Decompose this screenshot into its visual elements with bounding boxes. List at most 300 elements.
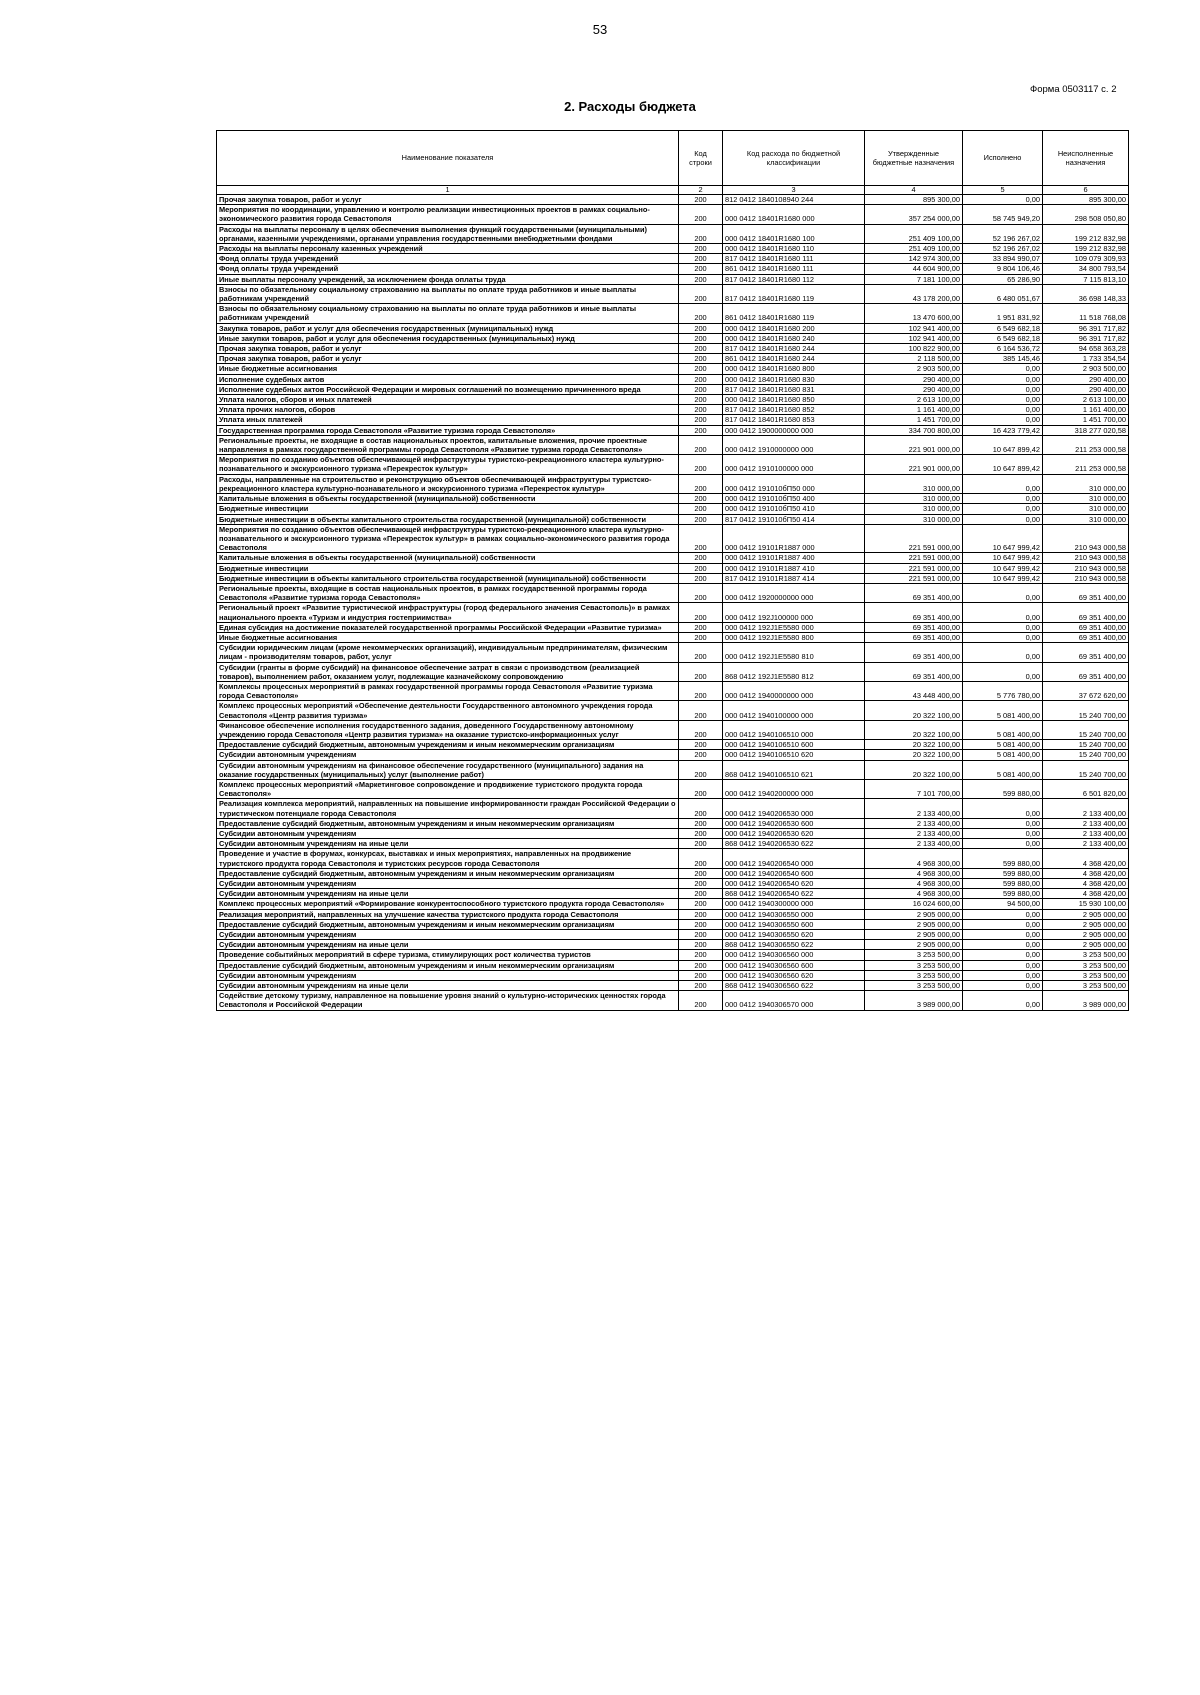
row-classification-code: 000 0412 1940106510 000 [723, 720, 865, 739]
row-remaining: 2 133 400,00 [1043, 799, 1129, 818]
row-executed: 0,00 [963, 364, 1043, 374]
row-remaining: 3 989 000,00 [1043, 991, 1129, 1010]
row-name: Взносы по обязательному социальному страхованию на выплаты по оплате труда работников и иные выплаты работникам учреждений [217, 284, 679, 303]
table-header-row [217, 131, 1129, 186]
row-line-code: 200 [679, 991, 723, 1010]
budget-expenses-table [216, 130, 1129, 1011]
row-remaining: 3 253 500,00 [1043, 950, 1129, 960]
row-approved: 69 351 400,00 [865, 643, 963, 662]
row-executed: 0,00 [963, 583, 1043, 602]
row-name: Региональные проекты, не входящие в состав национальных проектов, капитальные вложения, прочие проектные направления в рамках государственной программы города Севастополя «Развитие туризма города Севастополя» [217, 435, 679, 454]
row-remaining: 15 240 700,00 [1043, 740, 1129, 750]
row-executed: 0,00 [963, 991, 1043, 1010]
row-classification-code: 868 0412 1940106510 621 [723, 760, 865, 779]
table-row [217, 632, 1129, 642]
row-line-code: 200 [679, 274, 723, 284]
row-remaining: 3 253 500,00 [1043, 960, 1129, 970]
table-row [217, 919, 1129, 929]
table-row [217, 960, 1129, 970]
table-row [217, 224, 1129, 243]
row-executed: 0,00 [963, 504, 1043, 514]
row-classification-code: 000 0412 18401R1680 800 [723, 364, 865, 374]
row-line-code: 200 [679, 681, 723, 700]
row-classification-code: 000 0412 19101R1887 400 [723, 553, 865, 563]
row-line-code: 200 [679, 899, 723, 909]
row-classification-code: 000 0412 1940306550 600 [723, 919, 865, 929]
row-executed: 0,00 [963, 395, 1043, 405]
row-executed: 0,00 [963, 622, 1043, 632]
row-remaining: 210 943 000,58 [1043, 553, 1129, 563]
row-executed: 0,00 [963, 514, 1043, 524]
row-executed: 0,00 [963, 919, 1043, 929]
row-approved: 20 322 100,00 [865, 760, 963, 779]
row-executed: 94 500,00 [963, 899, 1043, 909]
row-classification-code: 817 0412 18401R1680 853 [723, 415, 865, 425]
row-approved: 310 000,00 [865, 504, 963, 514]
row-remaining: 210 943 000,58 [1043, 563, 1129, 573]
table-row [217, 681, 1129, 700]
row-approved: 2 133 400,00 [865, 829, 963, 839]
row-name: Финансовое обеспечение исполнения государственного задания, доведенного Государственному автономному учреждению города Севастополя «Центр развития туризма» на оказание туристско-информационных услуг [217, 720, 679, 739]
row-approved: 69 351 400,00 [865, 632, 963, 642]
row-classification-code: 817 0412 191010бП50 414 [723, 514, 865, 524]
row-line-code: 200 [679, 868, 723, 878]
row-name: Субсидии автономным учреждениям на иные цели [217, 839, 679, 849]
row-name: Предоставление субсидий бюджетным, автономным учреждениям и иным некоммерческим организациям [217, 740, 679, 750]
row-classification-code: 000 0412 1940106510 600 [723, 740, 865, 750]
row-name: Субсидии автономным учреждениям на иные цели [217, 940, 679, 950]
table-row [217, 474, 1129, 493]
row-name: Мероприятия по координации, управлению и контролю реализации инвестиционных проектов в рамках социально-экономического развития города Севастополя [217, 205, 679, 224]
row-executed: 0,00 [963, 799, 1043, 818]
page-number: 53 [592, 22, 608, 37]
row-remaining: 290 400,00 [1043, 384, 1129, 394]
row-line-code: 200 [679, 643, 723, 662]
column-header-remaining: Неисполненные назначения [1043, 131, 1129, 186]
row-remaining: 2 905 000,00 [1043, 930, 1129, 940]
row-approved: 334 700 800,00 [865, 425, 963, 435]
row-remaining: 36 698 148,33 [1043, 284, 1129, 303]
row-executed: 6 549 682,18 [963, 323, 1043, 333]
row-name: Предоставление субсидий бюджетным, автономным учреждениям и иным некоммерческим организациям [217, 868, 679, 878]
row-approved: 44 604 900,00 [865, 264, 963, 274]
row-classification-code: 000 0412 18401R1680 240 [723, 333, 865, 343]
table-row [217, 524, 1129, 553]
row-executed: 599 880,00 [963, 849, 1043, 868]
row-classification-code: 817 0412 18401R1680 244 [723, 344, 865, 354]
row-name: Расходы на выплаты персоналу в целях обеспечения выполнения функций государственными (муниципальными) органами, казенными учреждениями, органами управления государственными внебюджетными фондами [217, 224, 679, 243]
row-executed: 0,00 [963, 981, 1043, 991]
row-line-code: 200 [679, 524, 723, 553]
row-line-code: 200 [679, 930, 723, 940]
row-approved: 142 974 300,00 [865, 254, 963, 264]
row-classification-code: 000 0412 1940306570 000 [723, 991, 865, 1010]
row-approved: 2 905 000,00 [865, 940, 963, 950]
row-classification-code: 817 0412 18401R1680 852 [723, 405, 865, 415]
row-remaining: 290 400,00 [1043, 374, 1129, 384]
row-name: Субсидии автономным учреждениям на иные цели [217, 889, 679, 899]
row-remaining: 15 240 700,00 [1043, 760, 1129, 779]
row-line-code: 200 [679, 435, 723, 454]
row-approved: 2 905 000,00 [865, 919, 963, 929]
table-row [217, 760, 1129, 779]
row-classification-code: 000 0412 1910000000 000 [723, 435, 865, 454]
row-executed: 10 647 999,42 [963, 553, 1043, 563]
column-header-name: Наименование показателя [217, 131, 679, 186]
table-row [217, 829, 1129, 839]
row-classification-code: 000 0412 18401R1680 830 [723, 374, 865, 384]
row-approved: 3 253 500,00 [865, 960, 963, 970]
row-approved: 3 253 500,00 [865, 970, 963, 980]
row-line-code: 200 [679, 284, 723, 303]
row-name: Уплата иных платежей [217, 415, 679, 425]
row-name: Мероприятия по созданию объектов обеспечивающей инфраструктуры туристско-рекреационного кластера культурно-познавательного и экскурсионного туризма «Перекресток культур» [217, 455, 679, 474]
row-line-code: 200 [679, 494, 723, 504]
row-remaining: 199 212 832,98 [1043, 224, 1129, 243]
row-classification-code: 000 0412 1940306550 000 [723, 909, 865, 919]
row-line-code: 200 [679, 970, 723, 980]
row-remaining: 69 351 400,00 [1043, 632, 1129, 642]
row-name: Прочая закупка товаров, работ и услуг [217, 195, 679, 205]
row-classification-code: 868 0412 1940206530 622 [723, 839, 865, 849]
row-executed: 0,00 [963, 960, 1043, 970]
row-remaining: 96 391 717,82 [1043, 323, 1129, 333]
row-name: Субсидии юридическим лицам (кроме некоммерческих организаций), индивидуальным предпринимателям, физическим лицам - производителям товаров, работ, услуг [217, 643, 679, 662]
row-executed: 1 951 831,92 [963, 304, 1043, 323]
table-row [217, 750, 1129, 760]
table-row [217, 195, 1129, 205]
row-classification-code: 000 0412 1940206540 620 [723, 879, 865, 889]
table-row [217, 205, 1129, 224]
row-classification-code: 000 0412 191010бП50 400 [723, 494, 865, 504]
row-line-code: 200 [679, 799, 723, 818]
row-name: Бюджетные инвестиции [217, 563, 679, 573]
column-number: 6 [1043, 186, 1129, 195]
row-classification-code: 000 0412 1920000000 000 [723, 583, 865, 602]
row-approved: 102 941 400,00 [865, 333, 963, 343]
row-approved: 3 253 500,00 [865, 981, 963, 991]
row-approved: 100 822 900,00 [865, 344, 963, 354]
row-approved: 1 161 400,00 [865, 405, 963, 415]
table-row [217, 818, 1129, 828]
form-code: Форма 0503117 с. 2 [1030, 84, 1117, 95]
row-approved: 251 409 100,00 [865, 224, 963, 243]
table-row [217, 284, 1129, 303]
row-line-code: 200 [679, 254, 723, 264]
row-name: Реализация мероприятий, направленных на улучшение качества туристского продукта города Севастополя [217, 909, 679, 919]
row-remaining: 2 903 500,00 [1043, 364, 1129, 374]
row-classification-code: 817 0412 18401R1680 112 [723, 274, 865, 284]
table-row [217, 879, 1129, 889]
row-line-code: 200 [679, 344, 723, 354]
table-row [217, 504, 1129, 514]
row-executed: 0,00 [963, 839, 1043, 849]
row-name: Субсидии автономным учреждениям на финансовое обеспечение государственного (муниципального) задания на оказание государственных (муниципальных) услуг (выполнение работ) [217, 760, 679, 779]
row-remaining: 1 733 354,54 [1043, 354, 1129, 364]
row-line-code: 200 [679, 603, 723, 622]
row-name: Бюджетные инвестиции [217, 504, 679, 514]
row-name: Капитальные вложения в объекты государственной (муниципальной) собственности [217, 553, 679, 563]
column-number: 4 [865, 186, 963, 195]
row-classification-code: 000 0412 1940306560 620 [723, 970, 865, 980]
table-row [217, 354, 1129, 364]
row-classification-code: 000 0412 1940206540 600 [723, 868, 865, 878]
row-line-code: 200 [679, 750, 723, 760]
row-line-code: 200 [679, 364, 723, 374]
row-classification-code: 000 0412 18401R1680 200 [723, 323, 865, 333]
row-remaining: 1 451 700,00 [1043, 415, 1129, 425]
row-remaining: 2 905 000,00 [1043, 909, 1129, 919]
row-name: Закупка товаров, работ и услуг для обеспечения государственных (муниципальных) нужд [217, 323, 679, 333]
row-remaining: 69 351 400,00 [1043, 603, 1129, 622]
row-classification-code: 000 0412 18401R1680 110 [723, 244, 865, 254]
row-executed: 599 880,00 [963, 879, 1043, 889]
row-line-code: 200 [679, 779, 723, 798]
row-name: Иные закупки товаров, работ и услуг для обеспечения государственных (муниципальных) нужд [217, 333, 679, 343]
row-name: Комплекс процессных мероприятий «Маркетинговое сопровождение и продвижение туристского продукта города Севастополя» [217, 779, 679, 798]
row-name: Содействие детскому туризму, направленное на повышение уровня знаний о культурно-исторических ценностях города Севастополя и Российской Федерации [217, 991, 679, 1010]
row-name: Расходы на выплаты персоналу казенных учреждений [217, 244, 679, 254]
row-remaining: 199 212 832,98 [1043, 244, 1129, 254]
table-row [217, 799, 1129, 818]
row-remaining: 2 133 400,00 [1043, 839, 1129, 849]
row-remaining: 210 943 000,58 [1043, 573, 1129, 583]
row-remaining: 211 253 000,58 [1043, 435, 1129, 454]
table-row [217, 899, 1129, 909]
row-executed: 9 804 106,46 [963, 264, 1043, 274]
table-row [217, 333, 1129, 343]
row-line-code: 200 [679, 760, 723, 779]
row-line-code: 200 [679, 244, 723, 254]
row-name: Исполнение судебных актов Российской Федерации и мировых соглашений по возмещению причиненного вреда [217, 384, 679, 394]
column-number: 2 [679, 186, 723, 195]
table-row [217, 950, 1129, 960]
row-approved: 20 322 100,00 [865, 740, 963, 750]
table-row [217, 740, 1129, 750]
row-classification-code: 868 0412 1940306560 622 [723, 981, 865, 991]
table-row [217, 274, 1129, 284]
row-classification-code: 817 0412 18401R1680 111 [723, 254, 865, 264]
row-line-code: 200 [679, 195, 723, 205]
table-row [217, 405, 1129, 415]
row-classification-code: 000 0412 1900000000 000 [723, 425, 865, 435]
row-line-code: 200 [679, 374, 723, 384]
row-name: Взносы по обязательному социальному страхованию на выплаты по оплате труда работников и иные выплаты работникам учреждений [217, 304, 679, 323]
row-executed: 599 880,00 [963, 868, 1043, 878]
table-row [217, 573, 1129, 583]
row-name: Прочая закупка товаров, работ и услуг [217, 354, 679, 364]
row-executed: 0,00 [963, 474, 1043, 493]
table-row [217, 244, 1129, 254]
table-row [217, 839, 1129, 849]
row-executed: 0,00 [963, 940, 1043, 950]
row-line-code: 200 [679, 583, 723, 602]
row-name: Иные выплаты персоналу учреждений, за исключением фонда оплаты труда [217, 274, 679, 284]
table-row [217, 415, 1129, 425]
row-line-code: 200 [679, 950, 723, 960]
table-row [217, 940, 1129, 950]
row-executed: 10 647 899,42 [963, 435, 1043, 454]
row-line-code: 200 [679, 304, 723, 323]
row-line-code: 200 [679, 818, 723, 828]
row-remaining: 3 253 500,00 [1043, 970, 1129, 980]
row-name: Уплата налогов, сборов и иных платежей [217, 395, 679, 405]
row-line-code: 200 [679, 829, 723, 839]
row-executed: 16 423 779,42 [963, 425, 1043, 435]
table-row [217, 254, 1129, 264]
row-approved: 2 133 400,00 [865, 799, 963, 818]
row-line-code: 200 [679, 504, 723, 514]
row-remaining: 2 133 400,00 [1043, 818, 1129, 828]
row-approved: 310 000,00 [865, 514, 963, 524]
row-line-code: 200 [679, 354, 723, 364]
row-name: Иные бюджетные ассигнования [217, 364, 679, 374]
row-remaining: 1 161 400,00 [1043, 405, 1129, 415]
column-header-line-code: Код строки [679, 131, 723, 186]
row-remaining: 4 368 420,00 [1043, 868, 1129, 878]
row-name: Субсидии автономным учреждениям [217, 829, 679, 839]
row-approved: 2 903 500,00 [865, 364, 963, 374]
row-approved: 2 118 500,00 [865, 354, 963, 364]
row-classification-code: 000 0412 192J1E5580 810 [723, 643, 865, 662]
row-name: Комплексы процессных мероприятий в рамках государственной программы города Севастополя «Развитие туризма города Севастополя» [217, 681, 679, 700]
row-remaining: 15 240 700,00 [1043, 720, 1129, 739]
row-classification-code: 000 0412 1940306560 600 [723, 960, 865, 970]
row-approved: 43 448 400,00 [865, 681, 963, 700]
row-remaining: 15 930 100,00 [1043, 899, 1129, 909]
column-number-row [217, 186, 1129, 195]
row-line-code: 200 [679, 960, 723, 970]
row-remaining: 69 351 400,00 [1043, 622, 1129, 632]
row-executed: 5 081 400,00 [963, 701, 1043, 720]
table-row [217, 970, 1129, 980]
row-classification-code: 861 0412 18401R1680 244 [723, 354, 865, 364]
row-remaining: 11 518 768,08 [1043, 304, 1129, 323]
row-remaining: 4 368 420,00 [1043, 889, 1129, 899]
row-classification-code: 000 0412 1940300000 000 [723, 899, 865, 909]
row-executed: 0,00 [963, 818, 1043, 828]
row-remaining: 2 905 000,00 [1043, 919, 1129, 929]
row-approved: 20 322 100,00 [865, 750, 963, 760]
table-row [217, 603, 1129, 622]
row-line-code: 200 [679, 425, 723, 435]
row-name: Предоставление субсидий бюджетным, автономным учреждениям и иным некоммерческим организациям [217, 818, 679, 828]
row-remaining: 69 351 400,00 [1043, 643, 1129, 662]
row-remaining: 2 905 000,00 [1043, 940, 1129, 950]
row-name: Региональный проект «Развитие туристической инфраструктуры (город федерального значения Севастополь)» в рамках национального проекта «Туризм и индустрия гостеприимства» [217, 603, 679, 622]
table-row [217, 779, 1129, 798]
row-name: Бюджетные инвестиции в объекты капитального строительства государственной (муниципальной) собственности [217, 514, 679, 524]
table-row [217, 264, 1129, 274]
row-remaining: 7 115 813,10 [1043, 274, 1129, 284]
row-classification-code: 000 0412 1940000000 000 [723, 681, 865, 700]
table-row [217, 435, 1129, 454]
row-name: Капитальные вложения в объекты государственной (муниципальной) собственности [217, 494, 679, 504]
row-classification-code: 817 0412 18401R1680 831 [723, 384, 865, 394]
row-line-code: 200 [679, 879, 723, 889]
row-name: Субсидии (гранты в форме субсидий) на финансовое обеспечение затрат в связи с производством (реализацией товаров), выполнением работ, оказанием услуг, подлежащие казначейскому сопровождению [217, 662, 679, 681]
row-line-code: 200 [679, 514, 723, 524]
row-approved: 102 941 400,00 [865, 323, 963, 333]
row-line-code: 200 [679, 632, 723, 642]
row-name: Прочая закупка товаров, работ и услуг [217, 344, 679, 354]
column-header-classification-code: Код расхода по бюджетной классификации [723, 131, 865, 186]
row-classification-code: 817 0412 18401R1680 119 [723, 284, 865, 303]
row-approved: 16 024 600,00 [865, 899, 963, 909]
row-line-code: 200 [679, 405, 723, 415]
row-classification-code: 000 0412 191010бП50 410 [723, 504, 865, 514]
row-executed: 58 745 949,20 [963, 205, 1043, 224]
row-approved: 2 905 000,00 [865, 909, 963, 919]
row-remaining: 69 351 400,00 [1043, 583, 1129, 602]
row-remaining: 2 613 100,00 [1043, 395, 1129, 405]
row-line-code: 200 [679, 323, 723, 333]
row-executed: 0,00 [963, 930, 1043, 940]
row-name: Государственная программа города Севастополя «Развитие туризма города Севастополя» [217, 425, 679, 435]
row-executed: 52 196 267,02 [963, 244, 1043, 254]
row-name: Реализация комплекса мероприятий, направленных на повышение информированности граждан Российской Федерации о туристическом потенциале города Севастополя [217, 799, 679, 818]
row-classification-code: 000 0412 19101R1887 410 [723, 563, 865, 573]
row-name: Субсидии автономным учреждениям на иные цели [217, 981, 679, 991]
row-executed: 0,00 [963, 415, 1043, 425]
row-line-code: 200 [679, 224, 723, 243]
row-name: Субсидии автономным учреждениям [217, 930, 679, 940]
row-classification-code: 000 0412 18401R1680 100 [723, 224, 865, 243]
row-approved: 7 101 700,00 [865, 779, 963, 798]
row-executed: 6 164 536,72 [963, 344, 1043, 354]
row-name: Фонд оплаты труда учреждений [217, 254, 679, 264]
row-approved: 357 254 000,00 [865, 205, 963, 224]
row-remaining: 4 368 420,00 [1043, 849, 1129, 868]
row-line-code: 200 [679, 384, 723, 394]
row-remaining: 94 658 363,28 [1043, 344, 1129, 354]
row-classification-code: 812 0412 1840108940 244 [723, 195, 865, 205]
table-row [217, 720, 1129, 739]
row-line-code: 200 [679, 662, 723, 681]
table-row [217, 643, 1129, 662]
row-name: Комплекс процессных мероприятий «Формирование конкурентоспособного туристского продукта города Севастополя» [217, 899, 679, 909]
row-executed: 0,00 [963, 970, 1043, 980]
row-line-code: 200 [679, 701, 723, 720]
row-name: Субсидии автономным учреждениям [217, 879, 679, 889]
row-approved: 69 351 400,00 [865, 583, 963, 602]
row-classification-code: 000 0412 1940206530 620 [723, 829, 865, 839]
row-approved: 1 451 700,00 [865, 415, 963, 425]
row-classification-code: 000 0412 18401R1680 850 [723, 395, 865, 405]
table-row [217, 849, 1129, 868]
row-name: Фонд оплаты труда учреждений [217, 264, 679, 274]
row-classification-code: 000 0412 192J1E5580 800 [723, 632, 865, 642]
row-classification-code: 000 0412 1940206540 000 [723, 849, 865, 868]
row-executed: 5 081 400,00 [963, 760, 1043, 779]
table-row [217, 868, 1129, 878]
row-line-code: 200 [679, 264, 723, 274]
row-classification-code: 000 0412 192J1E5580 000 [723, 622, 865, 632]
row-classification-code: 000 0412 19101R1887 000 [723, 524, 865, 553]
row-classification-code: 000 0412 1940206530 600 [723, 818, 865, 828]
row-remaining: 37 672 620,00 [1043, 681, 1129, 700]
row-approved: 4 968 300,00 [865, 889, 963, 899]
row-line-code: 200 [679, 849, 723, 868]
row-approved: 2 133 400,00 [865, 818, 963, 828]
table-row [217, 384, 1129, 394]
row-approved: 7 181 100,00 [865, 274, 963, 284]
row-name: Региональные проекты, входящие в состав национальных проектов, в рамках государственной программы города Севастополя «Развитие туризма города Севастополя» [217, 583, 679, 602]
row-classification-code: 861 0412 18401R1680 119 [723, 304, 865, 323]
table-row [217, 909, 1129, 919]
table-row [217, 889, 1129, 899]
row-line-code: 200 [679, 940, 723, 950]
